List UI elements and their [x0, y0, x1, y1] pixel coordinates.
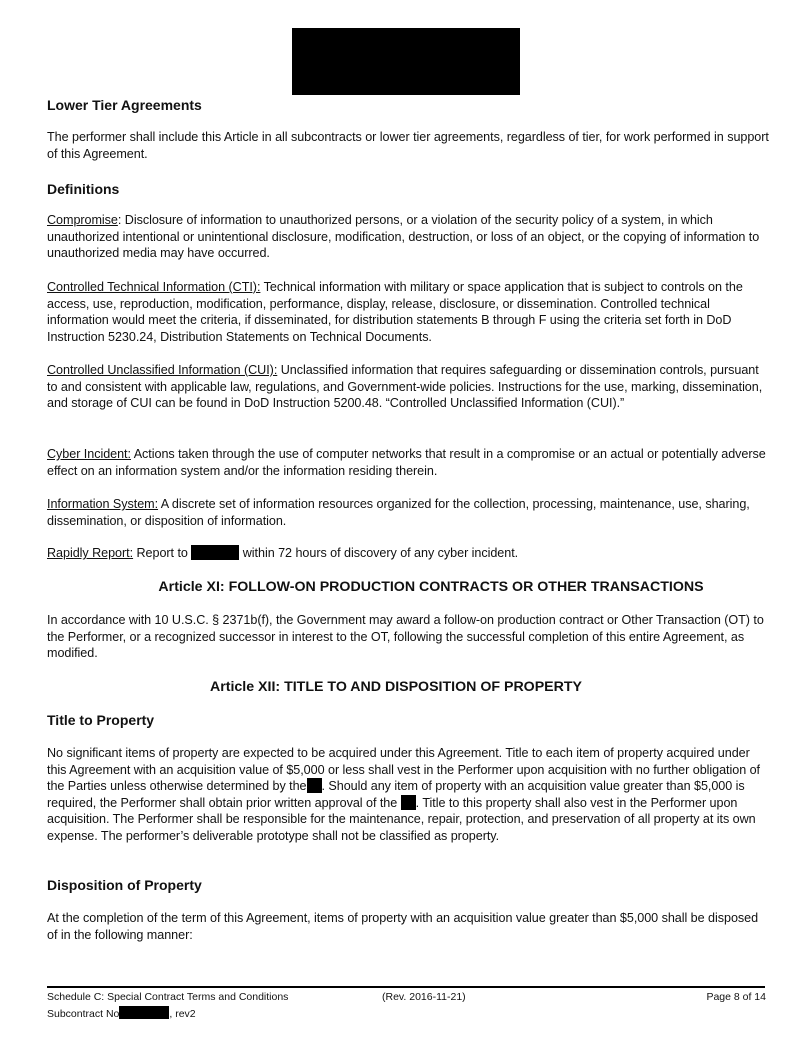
- definition-text: Disclosure of information to unauthorized persons, or a violation of the security policy of a system, in which unauthorized intentional or unintentional disclosure, modification, destruction, or loss of an object, or the copying of information to unauthorized media may have occurred.: [47, 213, 760, 261]
- title-text-2: . Should any item of property with an acquisition value greater than $5,000 is required, the Performer shall obtain prior written approval of the: [47, 779, 745, 810]
- footer-revision: (Rev. 2016-11-21): [382, 991, 466, 1003]
- title-to-property-body: [47, 745, 769, 845]
- rapid-text-before: Report to: [133, 546, 192, 560]
- article-xi-heading: Article XI: FOLLOW-ON PRODUCTION CONTRACTS OR OTHER TRANSACTIONS: [158, 579, 704, 595]
- title-text-1: No significant items of property are expected to be acquired under this Agreement. Title to each item of property acquired under this Agreement with an acquisition value of $5,000 or less shall vest in the Performer upon acquisition with no further obligation of the Parties unless otherwise determined by the: [47, 746, 761, 794]
- definition-text: Technical information with military or space application that is subject to controls on the access, use, reproduction, modification, performance, display, release, disclosure, or dissemination. Controlled technical information would meet the criteria, if disseminated, for distribution statements B through F using the criteria set forth in DoD Instruction 5230.24, Distribution Statements on Technical Documents.: [47, 280, 743, 344]
- definition-information-system: [47, 496, 769, 529]
- header-redaction: [292, 28, 520, 95]
- subcontract-suffix: , rev2: [169, 1008, 196, 1020]
- definitions-heading: Definitions: [47, 181, 120, 197]
- footer-page-number: Page 8 of 14: [706, 991, 766, 1003]
- definition-term: Controlled Unclassified Information (CUI):: [47, 363, 278, 377]
- disposition-body: At the completion of the term of this Agreement, items of property with an acquisition value greater than $5,000 shall be disposed of in the following manner:: [47, 911, 759, 942]
- definition-sep: :: [117, 213, 122, 227]
- definition-cti: [47, 279, 769, 345]
- lower-tier-heading: Lower Tier Agreements: [47, 97, 202, 113]
- definition-term: Rapidly Report:: [47, 546, 134, 560]
- title-to-property-heading: Title to Property: [47, 712, 155, 728]
- disposition-heading: Disposition of Property: [47, 877, 202, 893]
- definition-term: Compromise: [47, 213, 118, 227]
- inline-redaction: [119, 1006, 169, 1019]
- definition-compromise: [47, 212, 769, 262]
- definition-term: Cyber Incident:: [47, 447, 131, 461]
- definition-cyber-incident: [47, 446, 769, 479]
- subcontract-label: Subcontract No: [47, 1008, 120, 1020]
- inline-redaction: [191, 545, 239, 560]
- definition-text: Actions taken through the use of computer networks that result in a compromise or an actual or potentially adverse effect on an information system and/or the information residing therein.: [47, 447, 766, 478]
- definition-rapidly-report: [47, 545, 769, 562]
- title-text-3: . Title to this property shall also vest in the Performer upon acquisition. The Performer shall be responsible for the maintenance, repair, protection, and preservation of all property at its own expense. The performer’s deliverable prototype shall not be classified as property.: [47, 795, 756, 843]
- definition-text: Unclassified information that requires safeguarding or dissemination controls, pursuant to and consistent with applicable law, regulations, and Government-wide policies. Instructions for the use, marking, dissemination, and storage of CUI can be found in DoD Instruction 5200.48. “Controlled Unclassified Information (CUI).”: [47, 363, 763, 411]
- definition-cui: [47, 362, 769, 412]
- inline-redaction: [401, 795, 416, 810]
- footer-rule: [47, 986, 765, 988]
- definition-term: Information System:: [47, 497, 159, 511]
- definition-term: Controlled Technical Information (CTI):: [47, 280, 261, 294]
- footer-schedule: Schedule C: Special Contract Terms and Conditions: [47, 991, 289, 1003]
- rapid-text-after: within 72 hours of discovery of any cyber incident.: [239, 546, 519, 560]
- footer-subcontract: [47, 1006, 196, 1021]
- article-xii-heading: Article XII: TITLE TO AND DISPOSITION OF PROPERTY: [209, 679, 583, 695]
- article-xi-body: In accordance with 10 U.S.C. § 2371b(f), the Government may award a follow-on production contract or Other Transaction (OT) to the Performer, or a recognized successor in interest to the OT, following the successful completion of this entire Agreement, as modified.: [47, 613, 764, 661]
- lower-tier-body: The performer shall include this Article in all subcontracts or lower tier agreements, regardless of tier, for work performed in support of this Agreement.: [47, 130, 769, 161]
- definition-text: A discrete set of information resources organized for the collection, processing, maintenance, use, sharing, dissemination, or disposition of information.: [47, 497, 750, 528]
- inline-redaction: [307, 778, 322, 793]
